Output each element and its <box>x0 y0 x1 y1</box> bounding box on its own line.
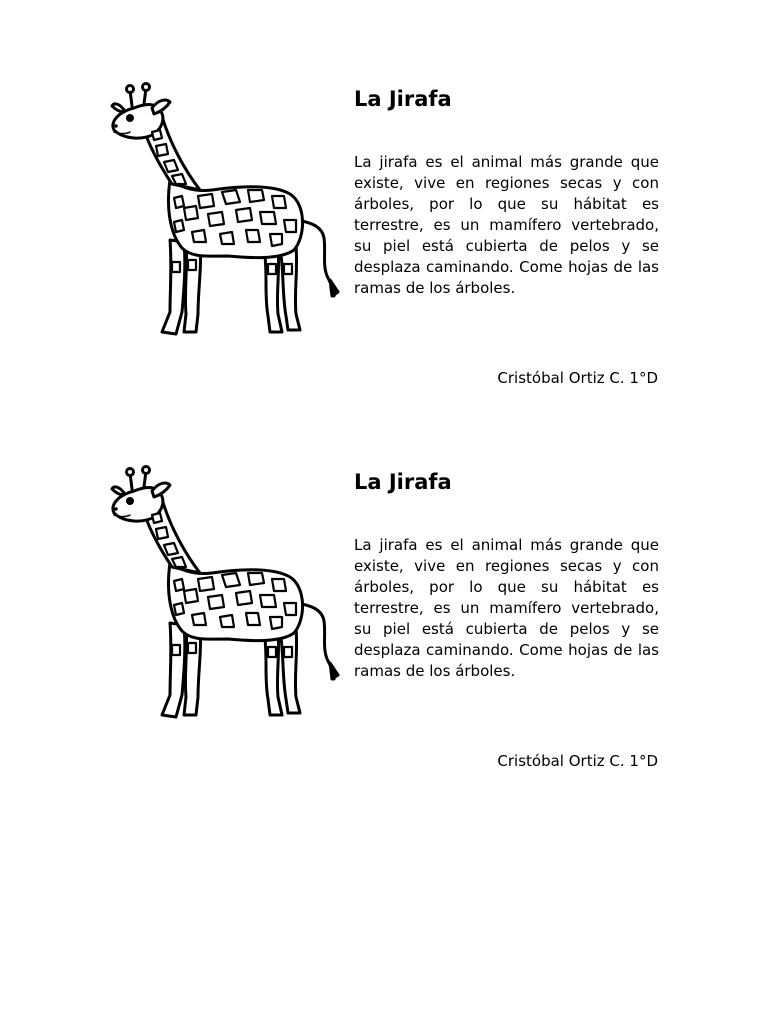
author-signature: Cristóbal Ortiz C. 1°D <box>497 369 658 387</box>
card-title: La Jirafa <box>354 470 452 494</box>
card-paragraph: La jirafa es el animal más grande que existe, vive en regiones secas y con árboles, por lo que su hábitat es terrestre, es un mamífero vertebrado, su piel está cubierta de pelos y se desplaza caminando. Come hojas de las ramas de los árboles. <box>354 153 659 297</box>
card-paragraph: La jirafa es el animal más grande que existe, vive en regiones secas y con árboles, por lo que su hábitat es terrestre, es un mamífero vertebrado, su piel está cubierta de pelos y se desplaza caminando. Come hojas de las ramas de los árboles. <box>354 536 659 680</box>
card-title: La Jirafa <box>354 87 452 111</box>
giraffe-illustration <box>100 463 350 733</box>
giraffe-card-2 <box>0 463 768 793</box>
giraffe-card-1 <box>0 80 768 410</box>
giraffe-illustration <box>100 80 350 350</box>
author-signature: Cristóbal Ortiz C. 1°D <box>497 752 658 770</box>
